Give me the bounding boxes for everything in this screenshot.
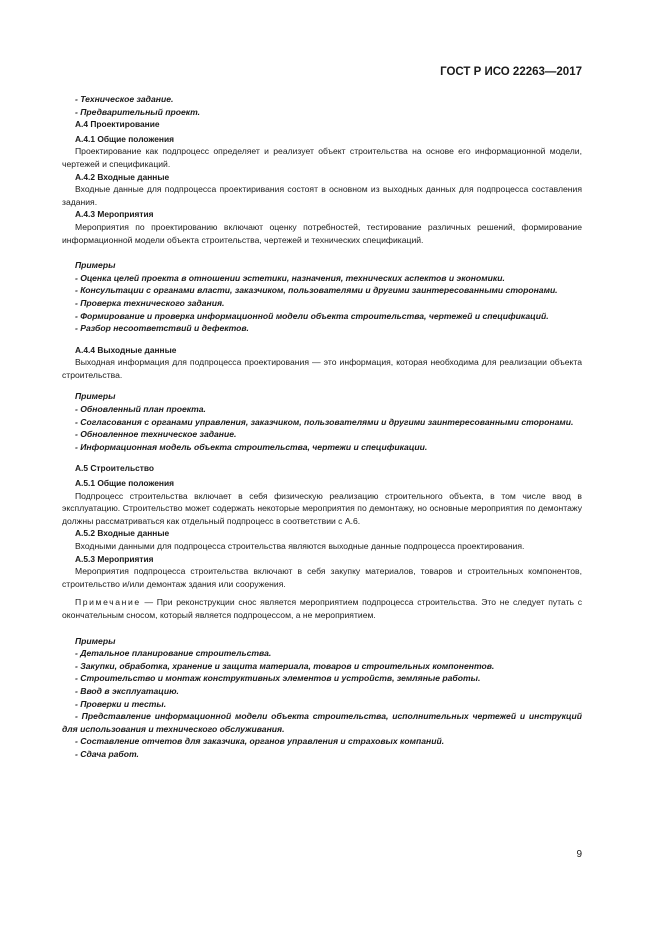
subsection-heading: А.4.1 Общие положения [75,133,174,144]
note-text: — При реконструкции снос является мероприятием подпроцесса строительства. Это не следует путать с окончательным сносом, который является подпроцессом, а не мероприятием. [62,597,582,620]
list-item: - Техническое задание. [75,94,174,104]
list-item: - Разбор несоответствий и дефектов. [75,323,249,334]
examples-title: Примеры [75,260,116,271]
section-heading: А.5 Строительство [75,463,155,474]
list-item: - Детальное планирование строительства. [75,648,272,659]
paragraph: Входные данные для подпроцесса проектиривания состоят в основном из выходных данных для подпроцесса составления задания. [62,184,582,207]
subsection-heading: А.4.4 Выходные данные [75,344,177,355]
paragraph: Мероприятия подпроцесса строительства включают в себя закупку материалов, товаров и строительных компонентов, строительство и/или демонтаж здания или сооружения. [62,566,582,589]
list-item: - Сдача работ. [75,748,139,759]
list-item: - Ввод в эксплуатацию. [75,685,179,696]
list-item: - Информационная модель объекта строительства, чертежи и спецификации. [75,441,428,452]
subsection-heading: А.5.1 Общие положения [75,478,174,489]
subsection-heading: А.4.3 Мероприятия [75,209,154,220]
list-item: - Консультации с органами власти, заказчиком, пользователями и другими заинтересованными сторонами. [75,285,558,296]
note-label: Примечание [75,597,141,608]
list-item: - Проверки и тесты. [75,698,167,709]
document-body [62,93,582,761]
paragraph: Входными данными для подпроцесса строительства являются выходные данные подпроцесса проектирования. [75,541,525,551]
list-item: - Формирование и проверка информационной модели объекта строительства, чертежей и спецификаций. [75,310,549,321]
examples-title: Примеры [75,635,116,646]
list-item: - Строительство и монтаж конструктивных элементов и устройств, земляные работы. [75,673,481,684]
paragraph: Выходная информация для подпроцесса проектирования — это информация, которая необходима для реализации объекта строительства. [62,357,582,380]
list-item: - Согласования с органами управления, заказчиком, пользователями и другими заинтересованными сторонами. [75,416,574,427]
list-item: - Составление отчетов для заказчика, органов управления и страховых компаний. [75,736,445,747]
list-item: - Закупки, обработка, хранение и защита материала, товаров и строительных компонентов. [75,660,495,671]
document-header: ГОСТ Р ИСО 22263—2017 [440,66,582,78]
list-item: - Представление информационной модели объекта строительства, исполнительных чертежей и инструкций для использования и технического обслуживания. [62,711,582,734]
list-item: - Проверка технического задания. [75,297,225,308]
examples-title: Примеры [75,391,116,402]
subsection-heading: А.4.2 Входные данные [75,171,170,182]
list-item: - Обновленное техническое задание. [75,429,237,440]
subsection-heading: А.5.3 Мероприятия [75,553,154,564]
subsection-heading: А.5.2 Входные данные [75,528,170,539]
page-number: 9 [576,849,582,860]
paragraph: Подпроцесс строительства включает в себя физическую реализацию строительного объекта, в том числе ввод в эксплуатацию. Строительство может содержать некоторые мероприятия по демонтажу, но основные мероприятия по демонтажу должны рассматриваться как отдельный подпроцесс в соответствии с А.6. [62,490,582,526]
list-item: - Предварительный проект. [75,106,201,117]
list-item: - Обновленный план проекта. [75,404,206,415]
paragraph: Проектирование как подпроцесс определяет и реализует объект строительства на основе его информационной модели, чертежей и спецификаций. [62,146,582,169]
note [62,596,582,621]
list-item: - Оценка целей проекта в отношении эстетики, назначения, технических аспектов и экономики. [75,272,505,283]
paragraph: Мероприятия по проектированию включают оценку потребностей, тестирование различных решений, формирование информационной модели объекта строительства, чертежей и технических спецификаций. [62,221,582,245]
section-heading: А.4 Проектирование [75,119,160,130]
